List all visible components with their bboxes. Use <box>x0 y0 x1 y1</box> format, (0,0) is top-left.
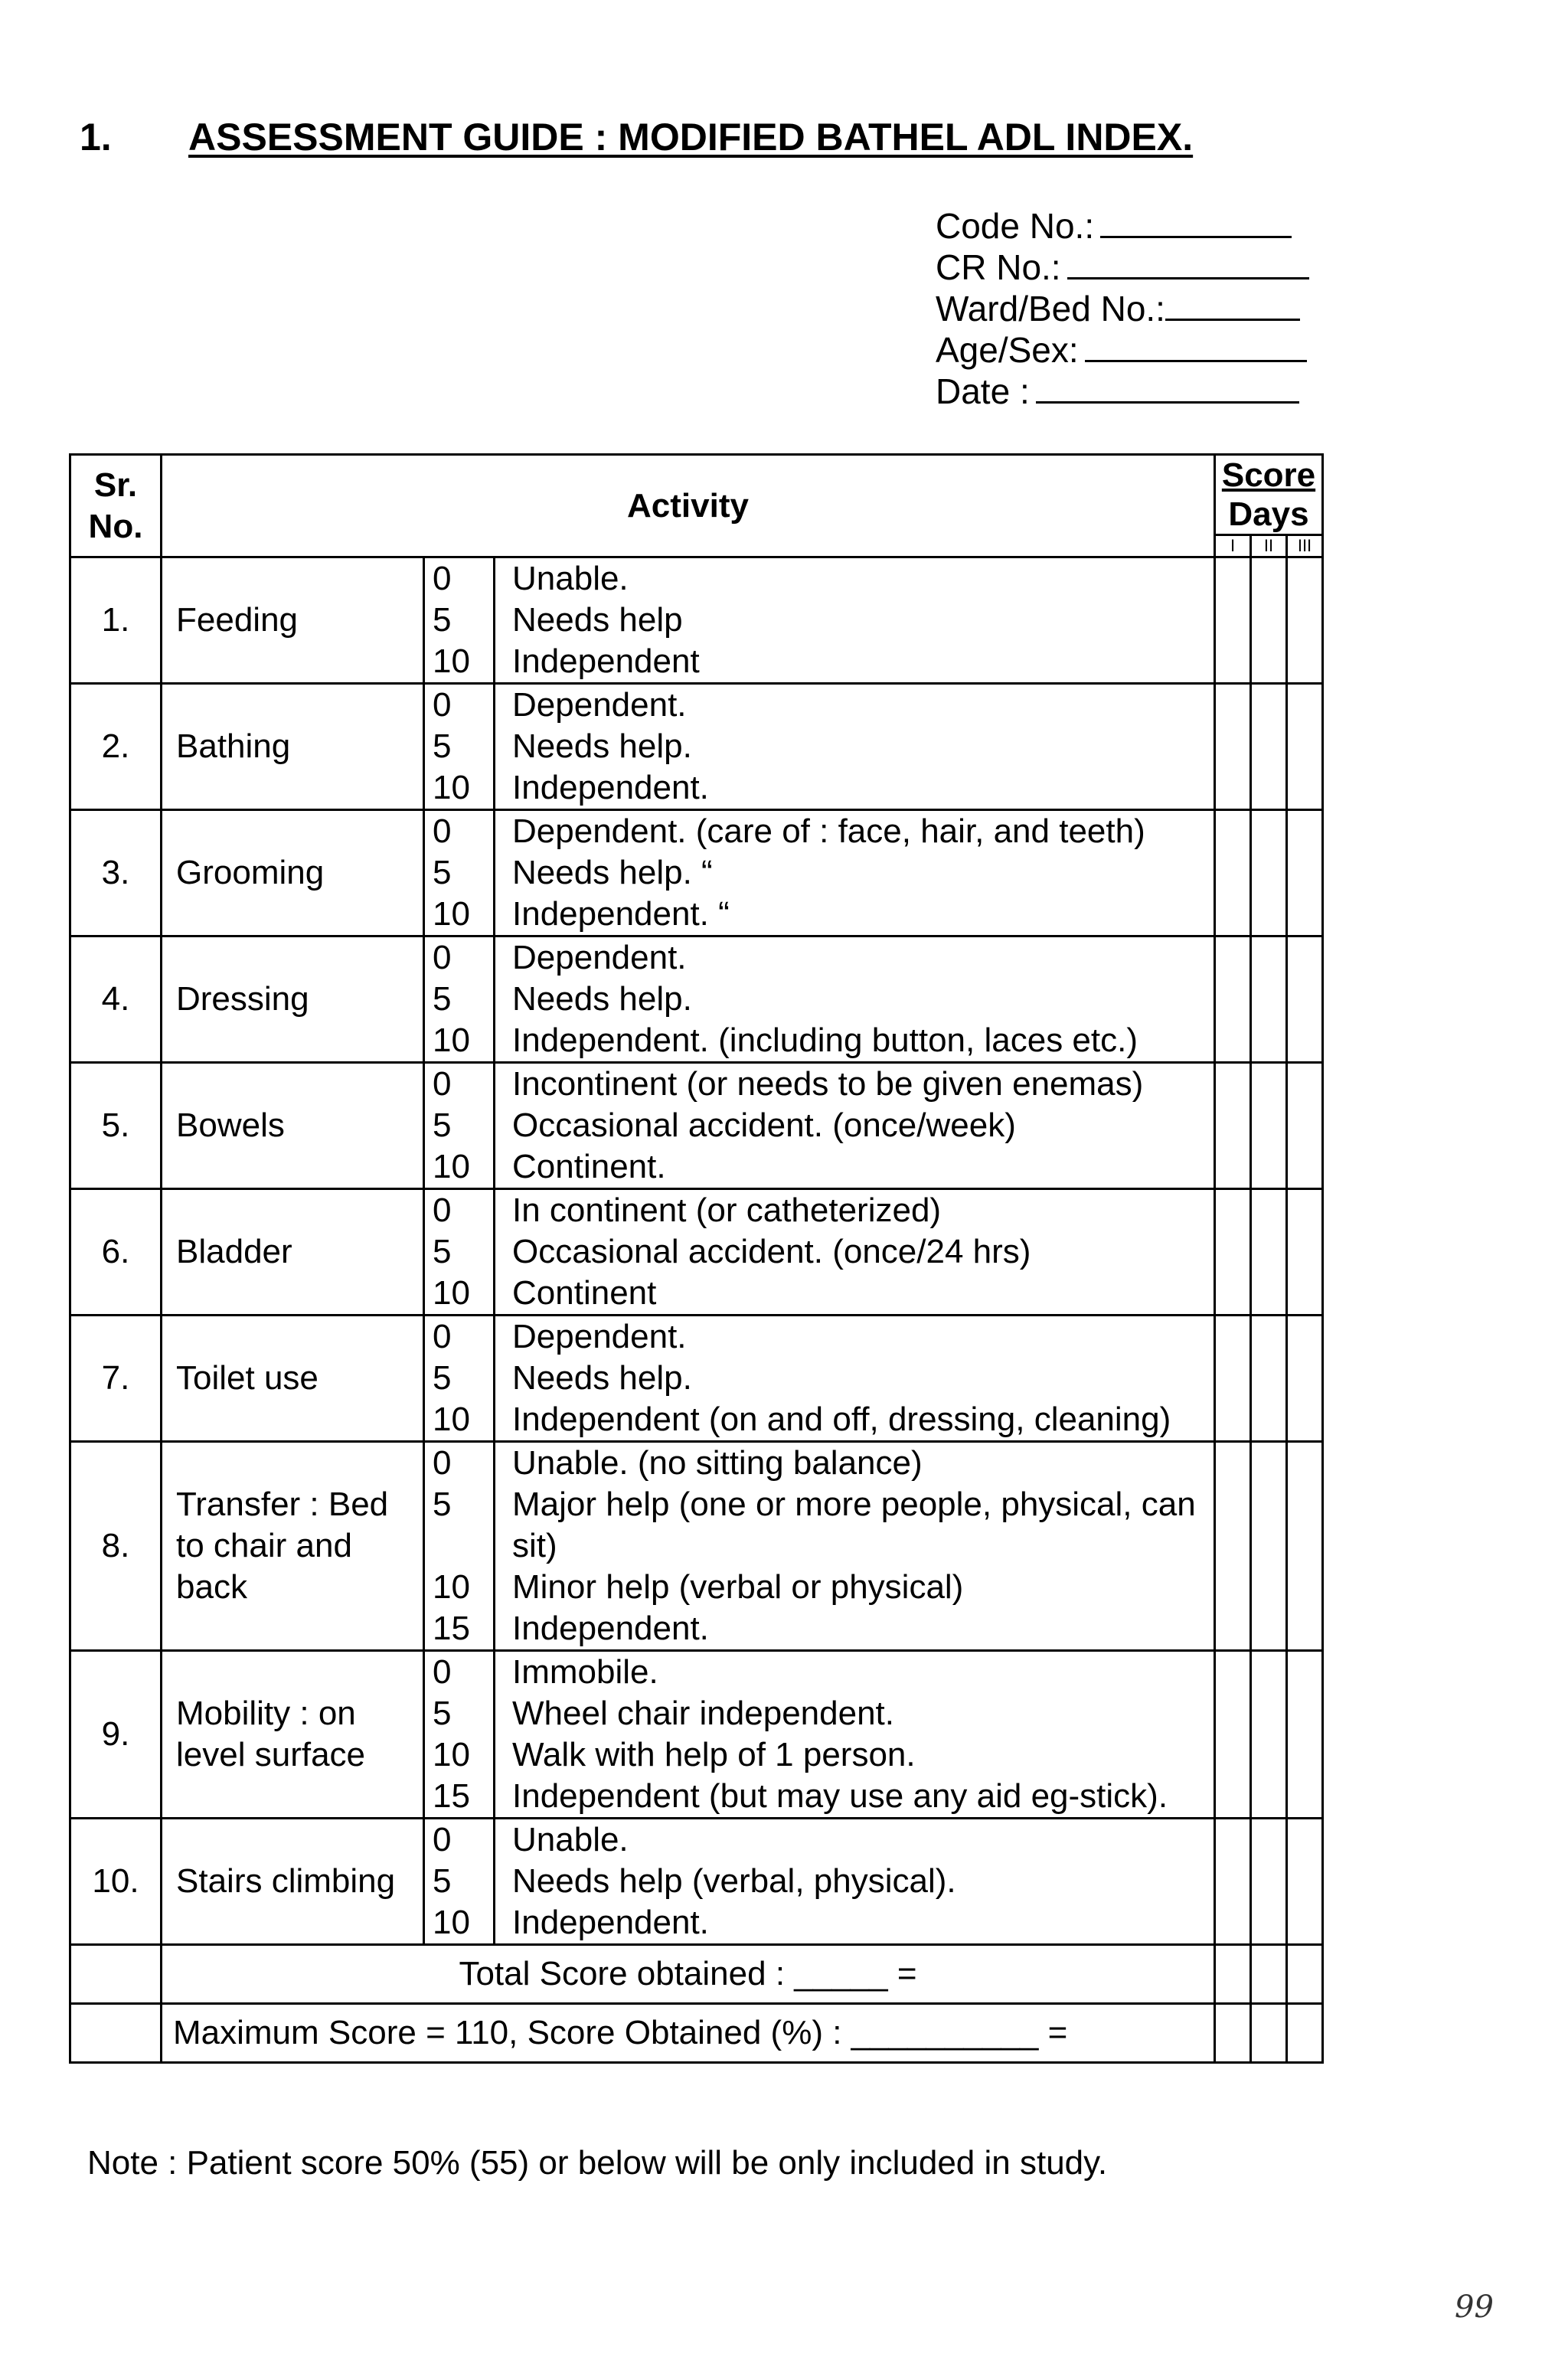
option-item <box>425 979 1214 1020</box>
score-day-3-cell[interactable] <box>1287 1651 1323 1819</box>
option-points: 0 <box>425 1064 495 1105</box>
percent-day-3-cell[interactable] <box>1287 2004 1323 2063</box>
row-options <box>424 1819 1215 1945</box>
option-item <box>425 1484 1214 1567</box>
option-points: 5 <box>425 1861 495 1902</box>
heading-number: 1. <box>80 116 112 159</box>
option-item <box>425 1776 1214 1817</box>
option-points: 10 <box>425 894 495 935</box>
option-description: Dependent. (care of : face, hair, and teeth) <box>512 812 1145 850</box>
option-description: Minor help (verbal or physical) <box>512 1568 964 1606</box>
table-row <box>70 936 1323 1063</box>
total-score-text: Total Score obtained : _____ = <box>162 1945 1215 2004</box>
option-description: Independent (on and off, dressing, cleaning) <box>512 1401 1171 1438</box>
day-col-2: II <box>1250 536 1285 556</box>
score-day-1-cell[interactable] <box>1215 1189 1251 1316</box>
row-activity-name: Dressing <box>162 936 424 1063</box>
option-points: 10 <box>425 1567 495 1608</box>
blank-line <box>1165 293 1300 321</box>
day-col-1: I <box>1230 536 1236 555</box>
option-item <box>425 1105 1214 1146</box>
option-item <box>425 1819 1214 1861</box>
score-day-1-cell[interactable] <box>1215 1651 1251 1819</box>
score-day-3-cell[interactable] <box>1287 1819 1323 1945</box>
maximum-score-row <box>70 2004 1323 2063</box>
option-points: 5 <box>425 1358 495 1399</box>
day-columns <box>1216 534 1321 556</box>
row-options <box>424 1189 1215 1316</box>
percent-day-2-cell[interactable] <box>1251 2004 1287 2063</box>
option-description: Needs help. <box>512 727 692 765</box>
option-points: 5 <box>425 1105 495 1146</box>
option-description: Independent (but may use any aid eg-stick). <box>512 1777 1168 1815</box>
heading-title: ASSESSMENT GUIDE : MODIFIED BATHEL ADL INDEX. <box>188 116 1194 159</box>
option-item <box>425 1443 1214 1484</box>
score-day-2-cell[interactable] <box>1251 557 1287 684</box>
option-item <box>425 685 1214 726</box>
total-day-3-cell[interactable] <box>1287 1945 1323 2004</box>
day-col-3: III <box>1285 536 1321 556</box>
option-points: 15 <box>425 1776 495 1817</box>
option-description: Dependent. <box>512 1318 687 1355</box>
option-item <box>425 1608 1214 1649</box>
row-activity-name: Bladder <box>162 1189 424 1316</box>
total-score-row <box>70 1945 1323 2004</box>
score-title: Score <box>1221 456 1316 494</box>
option-points: 10 <box>425 1273 495 1314</box>
option-description: Occasional accident. (once/24 hrs) <box>512 1233 1031 1270</box>
option-points: 0 <box>425 937 495 979</box>
option-description: Occasional accident. (once/week) <box>512 1106 1016 1144</box>
row-activity-name: Mobility : on level surface <box>162 1651 424 1819</box>
table-row <box>70 1651 1323 1819</box>
option-item <box>425 1358 1214 1399</box>
option-description: Independent. <box>512 769 709 806</box>
score-day-3-cell[interactable] <box>1287 557 1323 684</box>
field-label: Date : <box>936 371 1030 411</box>
field-label: Age/Sex: <box>936 330 1079 370</box>
total-day-1-cell[interactable] <box>1215 1945 1251 2004</box>
row-options <box>424 557 1215 684</box>
empty-cell <box>70 1945 162 2004</box>
option-points: 10 <box>425 1734 495 1776</box>
row-options <box>424 1316 1215 1442</box>
score-day-3-cell[interactable] <box>1287 1316 1323 1442</box>
option-points: 0 <box>425 558 495 600</box>
option-item <box>425 1902 1214 1943</box>
option-points: 10 <box>425 767 495 809</box>
field-label: Ward/Bed No.: <box>936 289 1165 329</box>
score-day-1-cell[interactable] <box>1215 1063 1251 1189</box>
table-row <box>70 684 1323 810</box>
option-points: 5 <box>425 1484 495 1567</box>
score-day-2-cell[interactable] <box>1251 1819 1287 1945</box>
score-day-1-cell[interactable] <box>1215 557 1251 684</box>
header-score <box>1215 455 1323 557</box>
row-options <box>424 684 1215 810</box>
score-day-1-cell[interactable] <box>1215 684 1251 810</box>
option-description: Independent <box>512 642 700 680</box>
option-points: 5 <box>425 726 495 767</box>
option-description: Dependent. <box>512 939 687 976</box>
empty-cell <box>70 2004 162 2063</box>
row-activity-name: Feeding <box>162 557 424 684</box>
table-row <box>70 1442 1323 1651</box>
score-day-1-cell[interactable] <box>1215 1316 1251 1442</box>
maximum-score-text: Maximum Score = 110, Score Obtained (%) : __________ = <box>162 2004 1215 2063</box>
days-title: Days <box>1228 495 1309 533</box>
option-item <box>425 1146 1214 1188</box>
score-day-3-cell[interactable] <box>1287 810 1323 936</box>
option-item <box>425 1273 1214 1314</box>
option-description: Continent. <box>512 1148 666 1185</box>
option-points: 0 <box>425 1652 495 1693</box>
option-description: Independent. <box>512 1610 709 1647</box>
option-description: Independent. “ <box>512 895 730 933</box>
option-item <box>425 1316 1214 1358</box>
row-options <box>424 810 1215 936</box>
header-activity: Activity <box>162 455 1215 557</box>
option-points: 10 <box>425 641 495 682</box>
option-points: 10 <box>425 1902 495 1943</box>
row-sr-no: 2. <box>70 684 162 810</box>
option-item <box>425 641 1214 682</box>
percent-day-1-cell[interactable] <box>1215 2004 1251 2063</box>
row-sr-no: 4. <box>70 936 162 1063</box>
patient-info-fields <box>936 205 1309 412</box>
option-item <box>425 558 1214 600</box>
option-item <box>425 1861 1214 1902</box>
option-description: Dependent. <box>512 686 687 724</box>
age-sex-field[interactable] <box>936 329 1309 371</box>
option-item <box>425 937 1214 979</box>
field-label: Code No.: <box>936 206 1095 246</box>
option-points: 10 <box>425 1146 495 1188</box>
cr-no-field[interactable] <box>936 247 1309 288</box>
option-item <box>425 811 1214 852</box>
score-day-3-cell[interactable] <box>1287 1189 1323 1316</box>
ward-bed-no-field[interactable] <box>936 288 1309 329</box>
option-description: Needs help (verbal, physical). <box>512 1862 956 1900</box>
option-item <box>425 852 1214 894</box>
row-sr-no: 5. <box>70 1063 162 1189</box>
score-day-1-cell[interactable] <box>1215 936 1251 1063</box>
option-description: In continent (or catheterized) <box>512 1191 942 1229</box>
table-row <box>70 1063 1323 1189</box>
option-description: Walk with help of 1 person. <box>512 1736 916 1773</box>
option-points: 5 <box>425 852 495 894</box>
row-sr-no: 3. <box>70 810 162 936</box>
score-day-3-cell[interactable] <box>1287 936 1323 1063</box>
header-sr-no <box>70 455 162 557</box>
option-description: Unable. <box>512 1821 629 1858</box>
blank-line <box>1085 334 1307 362</box>
option-description: Independent. (including button, laces etc.) <box>512 1021 1138 1059</box>
option-points: 5 <box>425 1693 495 1734</box>
option-item <box>425 767 1214 809</box>
row-activity-name: Transfer : Bed to chair and back <box>162 1442 424 1651</box>
total-day-2-cell[interactable] <box>1251 1945 1287 2004</box>
code-no-field[interactable] <box>936 205 1309 247</box>
option-item <box>425 1231 1214 1273</box>
score-day-2-cell[interactable] <box>1251 1442 1287 1651</box>
option-description: Needs help. <box>512 1359 692 1397</box>
table-row <box>70 1316 1323 1442</box>
option-description: Continent <box>512 1274 657 1312</box>
option-points: 5 <box>425 979 495 1020</box>
score-day-1-cell[interactable] <box>1215 1442 1251 1651</box>
option-item <box>425 1399 1214 1440</box>
option-description: Major help (one or more people, physical, can sit) <box>512 1486 1196 1564</box>
option-description: Incontinent (or needs to be given enemas) <box>512 1065 1144 1103</box>
option-description: Needs help <box>512 601 683 639</box>
row-options <box>424 1651 1215 1819</box>
row-sr-no: 1. <box>70 557 162 684</box>
header-sr-label: Sr. <box>93 466 138 504</box>
score-day-2-cell[interactable] <box>1251 1063 1287 1189</box>
option-points: 0 <box>425 685 495 726</box>
option-description: Needs help. <box>512 980 692 1018</box>
option-item <box>425 1734 1214 1776</box>
option-item <box>425 1652 1214 1693</box>
field-label: CR No.: <box>936 247 1061 287</box>
score-day-1-cell[interactable] <box>1215 1819 1251 1945</box>
score-day-2-cell[interactable] <box>1251 936 1287 1063</box>
option-points: 0 <box>425 1819 495 1861</box>
score-day-2-cell[interactable] <box>1251 810 1287 936</box>
adl-index-table <box>69 453 1324 2064</box>
score-day-1-cell[interactable] <box>1215 810 1251 936</box>
option-description: Unable. <box>512 560 629 597</box>
option-item <box>425 1567 1214 1608</box>
table-row <box>70 557 1323 684</box>
row-sr-no: 6. <box>70 1189 162 1316</box>
score-day-3-cell[interactable] <box>1287 1063 1323 1189</box>
option-item <box>425 600 1214 641</box>
option-description: Wheel chair independent. <box>512 1695 894 1732</box>
date-field[interactable] <box>936 371 1309 412</box>
row-sr-no: 9. <box>70 1651 162 1819</box>
row-activity-name: Stairs climbing <box>162 1819 424 1945</box>
option-item <box>425 1020 1214 1061</box>
table-row <box>70 810 1323 936</box>
row-sr-no: 7. <box>70 1316 162 1442</box>
row-activity-name: Bathing <box>162 684 424 810</box>
option-points: 0 <box>425 1443 495 1484</box>
table-row <box>70 1819 1323 1945</box>
option-item <box>425 894 1214 935</box>
row-activity-name: Toilet use <box>162 1316 424 1442</box>
option-points: 0 <box>425 1190 495 1231</box>
row-options <box>424 1442 1215 1651</box>
option-item <box>425 1064 1214 1105</box>
option-description: Needs help. “ <box>512 854 713 891</box>
activity-rows <box>70 557 1323 1945</box>
score-day-2-cell[interactable] <box>1251 684 1287 810</box>
score-day-2-cell[interactable] <box>1251 1189 1287 1316</box>
option-points: 5 <box>425 1231 495 1273</box>
option-description: Immobile. <box>512 1653 658 1691</box>
option-points: 10 <box>425 1399 495 1440</box>
row-activity-name: Grooming <box>162 810 424 936</box>
score-day-3-cell[interactable] <box>1287 1442 1323 1651</box>
option-description: Independent. <box>512 1904 709 1941</box>
header-no-label: No. <box>88 507 143 545</box>
row-options <box>424 1063 1215 1189</box>
score-day-2-cell[interactable] <box>1251 1316 1287 1442</box>
row-sr-no: 10. <box>70 1819 162 1945</box>
score-day-3-cell[interactable] <box>1287 684 1323 810</box>
option-item <box>425 1693 1214 1734</box>
option-points: 10 <box>425 1020 495 1061</box>
option-item <box>425 1190 1214 1231</box>
blank-line <box>1100 210 1292 238</box>
table-header-row <box>70 455 1323 557</box>
score-day-2-cell[interactable] <box>1251 1651 1287 1819</box>
row-sr-no: 8. <box>70 1442 162 1651</box>
table-row <box>70 1189 1323 1316</box>
option-points: 0 <box>425 1316 495 1358</box>
option-points: 0 <box>425 811 495 852</box>
option-description: Unable. (no sitting balance) <box>512 1444 923 1482</box>
blank-line <box>1067 251 1309 279</box>
option-points: 15 <box>425 1608 495 1649</box>
option-item <box>425 726 1214 767</box>
study-note: Note : Patient score 50% (55) or below will be only included in study. <box>87 2144 1108 2182</box>
option-points: 5 <box>425 600 495 641</box>
page-number: 99 <box>1455 2290 1494 2325</box>
row-activity-name: Bowels <box>162 1063 424 1189</box>
page-heading <box>80 115 1193 159</box>
blank-line <box>1036 375 1299 404</box>
row-options <box>424 936 1215 1063</box>
